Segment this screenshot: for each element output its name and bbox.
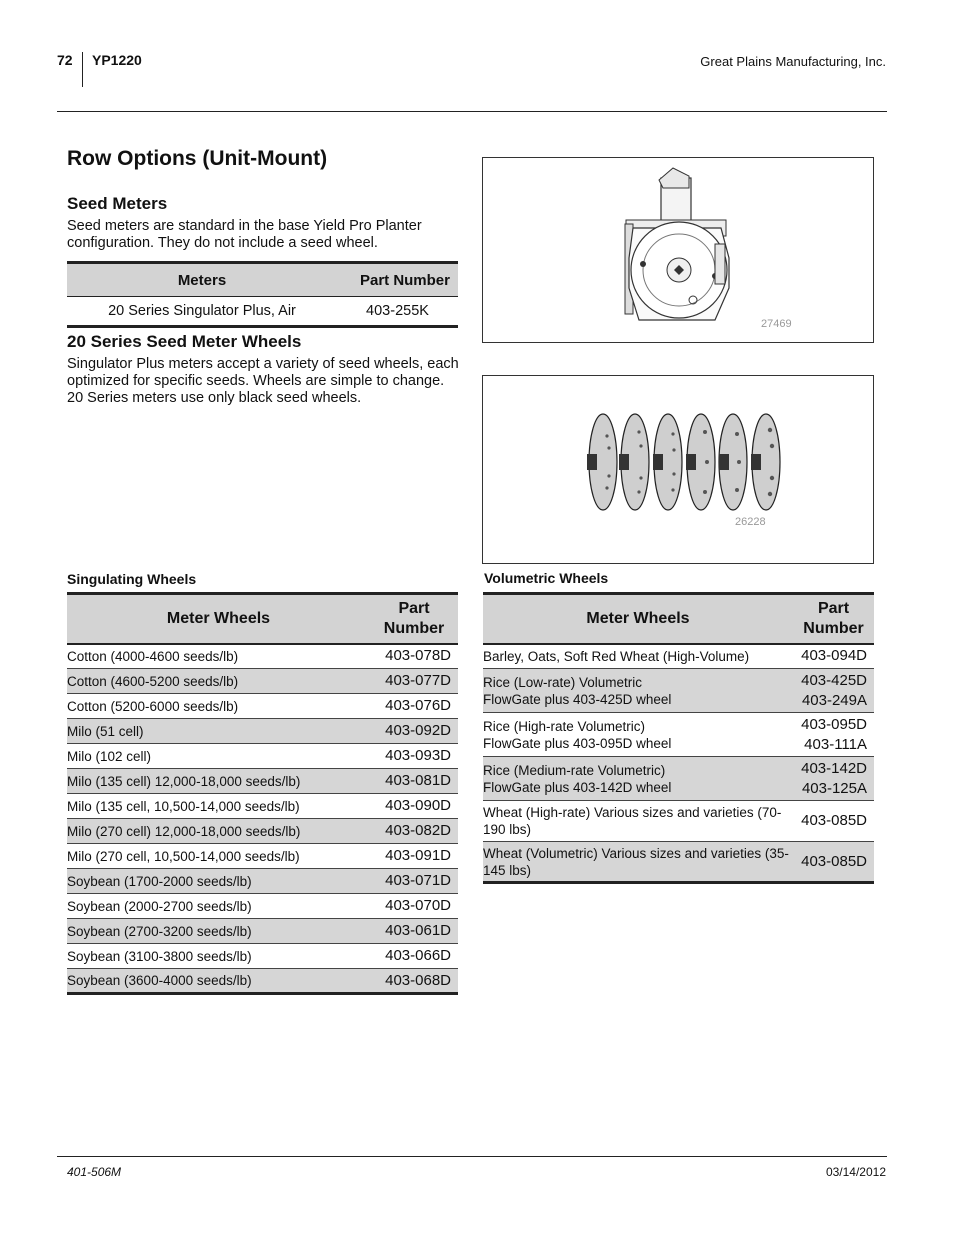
wheel-part: 403-091D (370, 844, 458, 869)
wheel-part-1: 403-094D (801, 647, 867, 665)
wheel-part (793, 713, 874, 757)
wheels-heading: 20 Series Seed Meter Wheels (67, 332, 302, 351)
wheel-part: 403-071D (370, 869, 458, 894)
wheel-name: Milo (102 cell) (67, 744, 370, 769)
wheel-name: Milo (270 cell, 10,500-14,000 seeds/lb) (67, 844, 370, 869)
wheel-name: Milo (135 cell, 10,500-14,000 seeds/lb) (67, 794, 370, 819)
table-row (483, 842, 874, 883)
wheel-name-line1: Rice (Low-rate) Volumetric (483, 674, 643, 690)
wheel-part: 403-078D (370, 644, 458, 669)
table-row (67, 894, 458, 919)
meters-table (67, 261, 458, 328)
wheel-part: 403-092D (370, 719, 458, 744)
wheel-name: Cotton (5200-6000 seeds/lb) (67, 694, 370, 719)
wheel-part: 403-061D (370, 919, 458, 944)
wheel-part: 403-066D (370, 944, 458, 969)
wheels-figure-number: 26228 (735, 516, 766, 528)
wheel-part: 403-093D (370, 744, 458, 769)
wheel-name: Milo (51 cell) (67, 719, 370, 744)
page-number: 72 (57, 52, 73, 68)
wheel-part-2: 403-125A (801, 779, 867, 797)
table-row (67, 794, 458, 819)
table-row (67, 669, 458, 694)
table-row (67, 297, 458, 327)
volumetric-col-part: Part Number (793, 594, 874, 644)
wheel-name: Cotton (4000-4600 seeds/lb) (67, 644, 370, 669)
wheel-part (793, 644, 874, 669)
wheel-name (483, 669, 793, 713)
wheel-name-line1: Rice (Medium-rate Volumetric) (483, 762, 666, 778)
wheel-name: Soybean (3600-4000 seeds/lb) (67, 969, 370, 994)
wheel-name-line2: FlowGate plus 403-425D wheel (483, 691, 672, 707)
table-row (67, 919, 458, 944)
wheel-name-line1: Rice (High-rate Volumetric) (483, 718, 646, 734)
table-row (67, 969, 458, 994)
part-number-col-header: Part Number (337, 263, 458, 297)
singulating-caption: Singulating Wheels (67, 571, 197, 587)
header-rule (57, 111, 887, 112)
wheel-name (483, 757, 793, 801)
seed-meter-illustration (483, 158, 873, 342)
wheel-name: Cotton (4600-5200 seeds/lb) (67, 669, 370, 694)
meter-name: 20 Series Singulator Plus, Air (67, 297, 337, 327)
wheel-name: Soybean (1700-2000 seeds/lb) (67, 869, 370, 894)
wheel-part-2: 403-249A (801, 691, 867, 709)
table-row (67, 719, 458, 744)
wheel-name: Soybean (2000-2700 seeds/lb) (67, 894, 370, 919)
wheel-part-2: 403-111A (804, 735, 867, 753)
wheel-part: 403-076D (370, 694, 458, 719)
volumetric-caption: Volumetric Wheels (484, 570, 609, 586)
wheel-part: 403-090D (370, 794, 458, 819)
wheel-name: Soybean (2700-3200 seeds/lb) (67, 919, 370, 944)
table-row (67, 869, 458, 894)
table-row (67, 644, 458, 669)
seed-meters-text: Seed meters are standard in the base Yield Pro Planter configuration. They do not include a seed wheel. (67, 218, 422, 251)
wheel-name-line2: FlowGate plus 403-142D wheel (483, 779, 672, 795)
model-name: YP1220 (92, 52, 142, 68)
wheels-text: Singulator Plus meters accept a variety of seed wheels, each optimized for specific seeds. Wheels are simple to change. 20 Series meters use only black seed wheels. (67, 356, 459, 406)
wheel-part-1: 403-425D (801, 671, 867, 689)
wheel-part-1: 403-142D (801, 759, 867, 777)
wheel-name (483, 644, 793, 669)
footer-rule (57, 1156, 887, 1157)
wheel-part: 403-068D (370, 969, 458, 994)
table-row (67, 744, 458, 769)
table-row (67, 844, 458, 869)
seed-wheels-figure (482, 375, 874, 564)
wheel-part: 403-070D (370, 894, 458, 919)
wheel-part: 403-082D (370, 819, 458, 844)
wheel-part-1: 403-085D (801, 852, 867, 870)
seed-meter-figure (482, 157, 874, 343)
wheel-name-line1: Wheat (Volumetric) Various sizes and varieties (35-145 lbs) (483, 845, 789, 878)
table-row (483, 669, 874, 713)
meter-figure-number: 27469 (761, 318, 792, 330)
table-row (67, 769, 458, 794)
doc-number: 401-506M (67, 1165, 122, 1179)
singulating-table (67, 592, 458, 995)
table-row (483, 801, 874, 842)
table-row (67, 944, 458, 969)
wheel-name (483, 842, 793, 883)
wheel-name-line2: FlowGate plus 403-095D wheel (483, 735, 672, 751)
page-title: Row Options (Unit-Mount) (67, 147, 328, 170)
seed-meters-heading: Seed Meters (67, 194, 168, 213)
table-row (67, 694, 458, 719)
wheel-name: Milo (135 cell) 12,000-18,000 seeds/lb) (67, 769, 370, 794)
seed-wheels-illustration (483, 376, 873, 563)
wheel-part: 403-077D (370, 669, 458, 694)
wheel-name (483, 713, 793, 757)
table-row (483, 713, 874, 757)
wheel-name-line1: Wheat (High-rate) Various sizes and varieties (70-190 lbs) (483, 805, 782, 837)
wheel-part (793, 842, 874, 883)
wheel-part: 403-081D (370, 769, 458, 794)
wheel-part-1: 403-095D (801, 715, 867, 733)
volumetric-col-wheels: Meter Wheels (483, 594, 793, 644)
wheel-part-1: 403-085D (801, 812, 867, 829)
wheel-name: Milo (270 cell) 12,000-18,000 seeds/lb) (67, 819, 370, 844)
header-divider (82, 52, 83, 87)
wheel-part (793, 801, 874, 842)
wheel-part (793, 669, 874, 713)
wheel-name (483, 801, 793, 842)
wheel-part (793, 757, 874, 801)
table-row (483, 644, 874, 669)
singulating-col-wheels: Meter Wheels (67, 594, 370, 644)
table-row (67, 819, 458, 844)
meter-part: 403-255K (337, 297, 458, 327)
meters-col-header: Meters (67, 263, 337, 297)
wheel-name-line1: Barley, Oats, Soft Red Wheat (High-Volume) (483, 648, 750, 664)
wheel-name: Soybean (3100-3800 seeds/lb) (67, 944, 370, 969)
company-name: Great Plains Manufacturing, Inc. (700, 54, 886, 69)
doc-date: 03/14/2012 (825, 1165, 886, 1179)
volumetric-table (483, 592, 874, 884)
table-row (483, 757, 874, 801)
singulating-col-part: Part Number (370, 594, 458, 644)
